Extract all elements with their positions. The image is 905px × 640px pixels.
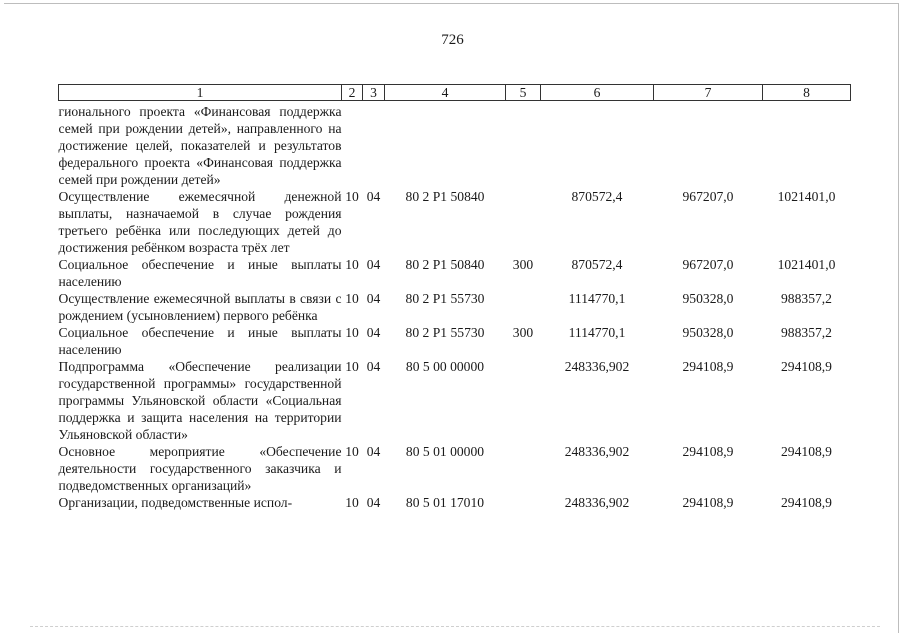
row-name: Социальное обеспечение и иные выплаты населению [58, 257, 342, 289]
row-amount-7: 294108,9 [682, 495, 734, 510]
row-amount-8 [763, 101, 851, 189]
row-target-code: 80 2 P1 50840 [405, 257, 485, 272]
row-section: 10 [345, 495, 359, 510]
row-expense-type [506, 358, 541, 443]
row-section: 10 [345, 189, 359, 204]
table-row [59, 101, 851, 189]
row-subsection: 04 [366, 257, 381, 272]
row-subsection: 04 [366, 325, 381, 340]
row-amount-8: 294108,9 [781, 359, 832, 374]
column-header: 2 [342, 85, 363, 101]
column-header: 7 [654, 85, 763, 101]
table-row [59, 494, 851, 511]
table-row [59, 290, 851, 324]
row-amount-6: 248336,902 [564, 444, 630, 459]
table-row [59, 324, 851, 358]
row-expense-type: 300 [512, 325, 534, 340]
row-subsection: 04 [366, 189, 381, 204]
row-expense-type [506, 494, 541, 511]
row-name: Осуществление ежемесячной выплаты в связи с рождением (усыновлением) первого ребёнка [58, 291, 342, 323]
column-header: 5 [506, 85, 541, 101]
page-number: 726 [441, 32, 464, 48]
budget-table [58, 84, 851, 511]
column-header: 3 [363, 85, 385, 101]
row-target-code: 80 5 01 17010 [405, 495, 485, 510]
row-section [342, 101, 363, 189]
row-expense-type: 300 [512, 257, 534, 272]
row-amount-8: 294108,9 [781, 495, 832, 510]
row-name: гионального проекта «Финансовая поддержка семей при рождении детей», направленного на достижение целей, показателей и результатов федерального проекта «Финансовая поддержка семей при рождении детей» [58, 104, 342, 187]
row-name: Социальное обеспечение и иные выплаты населению [58, 325, 342, 357]
header-row [59, 85, 851, 101]
row-name: Осуществление ежемесячной денежной выплаты, назначаемой в случае рождения третьего ребёнка или последующих детей до достижения ребёнком возраста трёх лет [58, 189, 342, 255]
row-expense-type [506, 290, 541, 324]
row-subsection: 04 [366, 291, 381, 306]
row-expense-type [506, 101, 541, 189]
column-header: 4 [385, 85, 506, 101]
page-bottom-edge [30, 626, 880, 627]
row-amount-7: 294108,9 [682, 444, 734, 459]
table-row [59, 358, 851, 443]
row-amount-6: 870572,4 [571, 257, 623, 272]
row-subsection: 04 [366, 359, 381, 374]
row-amount-7: 950328,0 [682, 325, 734, 340]
table-row [59, 256, 851, 290]
row-subsection: 04 [366, 444, 381, 459]
row-subsection: 04 [366, 495, 381, 510]
row-amount-6: 1114770,1 [568, 291, 626, 306]
row-amount-7: 950328,0 [682, 291, 734, 306]
row-target-code: 80 2 P1 55730 [405, 291, 485, 306]
row-target-code: 80 5 00 00000 [405, 359, 485, 374]
row-section: 10 [345, 444, 359, 459]
row-amount-8: 1021401,0 [777, 257, 836, 272]
table-row [59, 188, 851, 256]
row-section: 10 [345, 325, 359, 340]
row-amount-6: 248336,902 [564, 359, 630, 374]
row-amount-7 [654, 101, 763, 189]
row-subsection [363, 101, 385, 189]
row-amount-6: 1114770,1 [568, 325, 626, 340]
row-target-code: 80 2 P1 50840 [405, 189, 485, 204]
row-target-code: 80 2 P1 55730 [405, 325, 485, 340]
row-amount-6: 870572,4 [571, 189, 623, 204]
row-name: Подпрограмма «Обеспечение реализации государственной программы» государственной программы Ульяновской области «Социальная поддержка и защита населения на территории Ульяновской области» [58, 359, 342, 442]
row-expense-type [506, 188, 541, 256]
row-amount-8: 988357,2 [781, 291, 832, 306]
table-row [59, 443, 851, 494]
row-name: Организации, подведомственные испол- [58, 495, 293, 510]
row-amount-7: 294108,9 [682, 359, 734, 374]
column-header: 1 [59, 85, 342, 101]
row-amount-8: 1021401,0 [777, 189, 836, 204]
row-amount-7: 967207,0 [682, 257, 734, 272]
row-amount-6 [541, 101, 654, 189]
row-section: 10 [345, 257, 359, 272]
row-name: Основное мероприятие «Обеспечение деятельности государственного заказчика и подведомственных организаций» [58, 444, 342, 493]
row-amount-6: 248336,902 [564, 495, 630, 510]
row-amount-7: 967207,0 [682, 189, 734, 204]
row-section: 10 [345, 359, 359, 374]
row-target-code [385, 101, 506, 189]
column-header: 6 [541, 85, 654, 101]
row-target-code: 80 5 01 00000 [405, 444, 485, 459]
row-expense-type [506, 443, 541, 494]
row-amount-8: 988357,2 [781, 325, 832, 340]
row-section: 10 [345, 291, 359, 306]
row-amount-8: 294108,9 [781, 444, 832, 459]
column-header: 8 [763, 85, 851, 101]
